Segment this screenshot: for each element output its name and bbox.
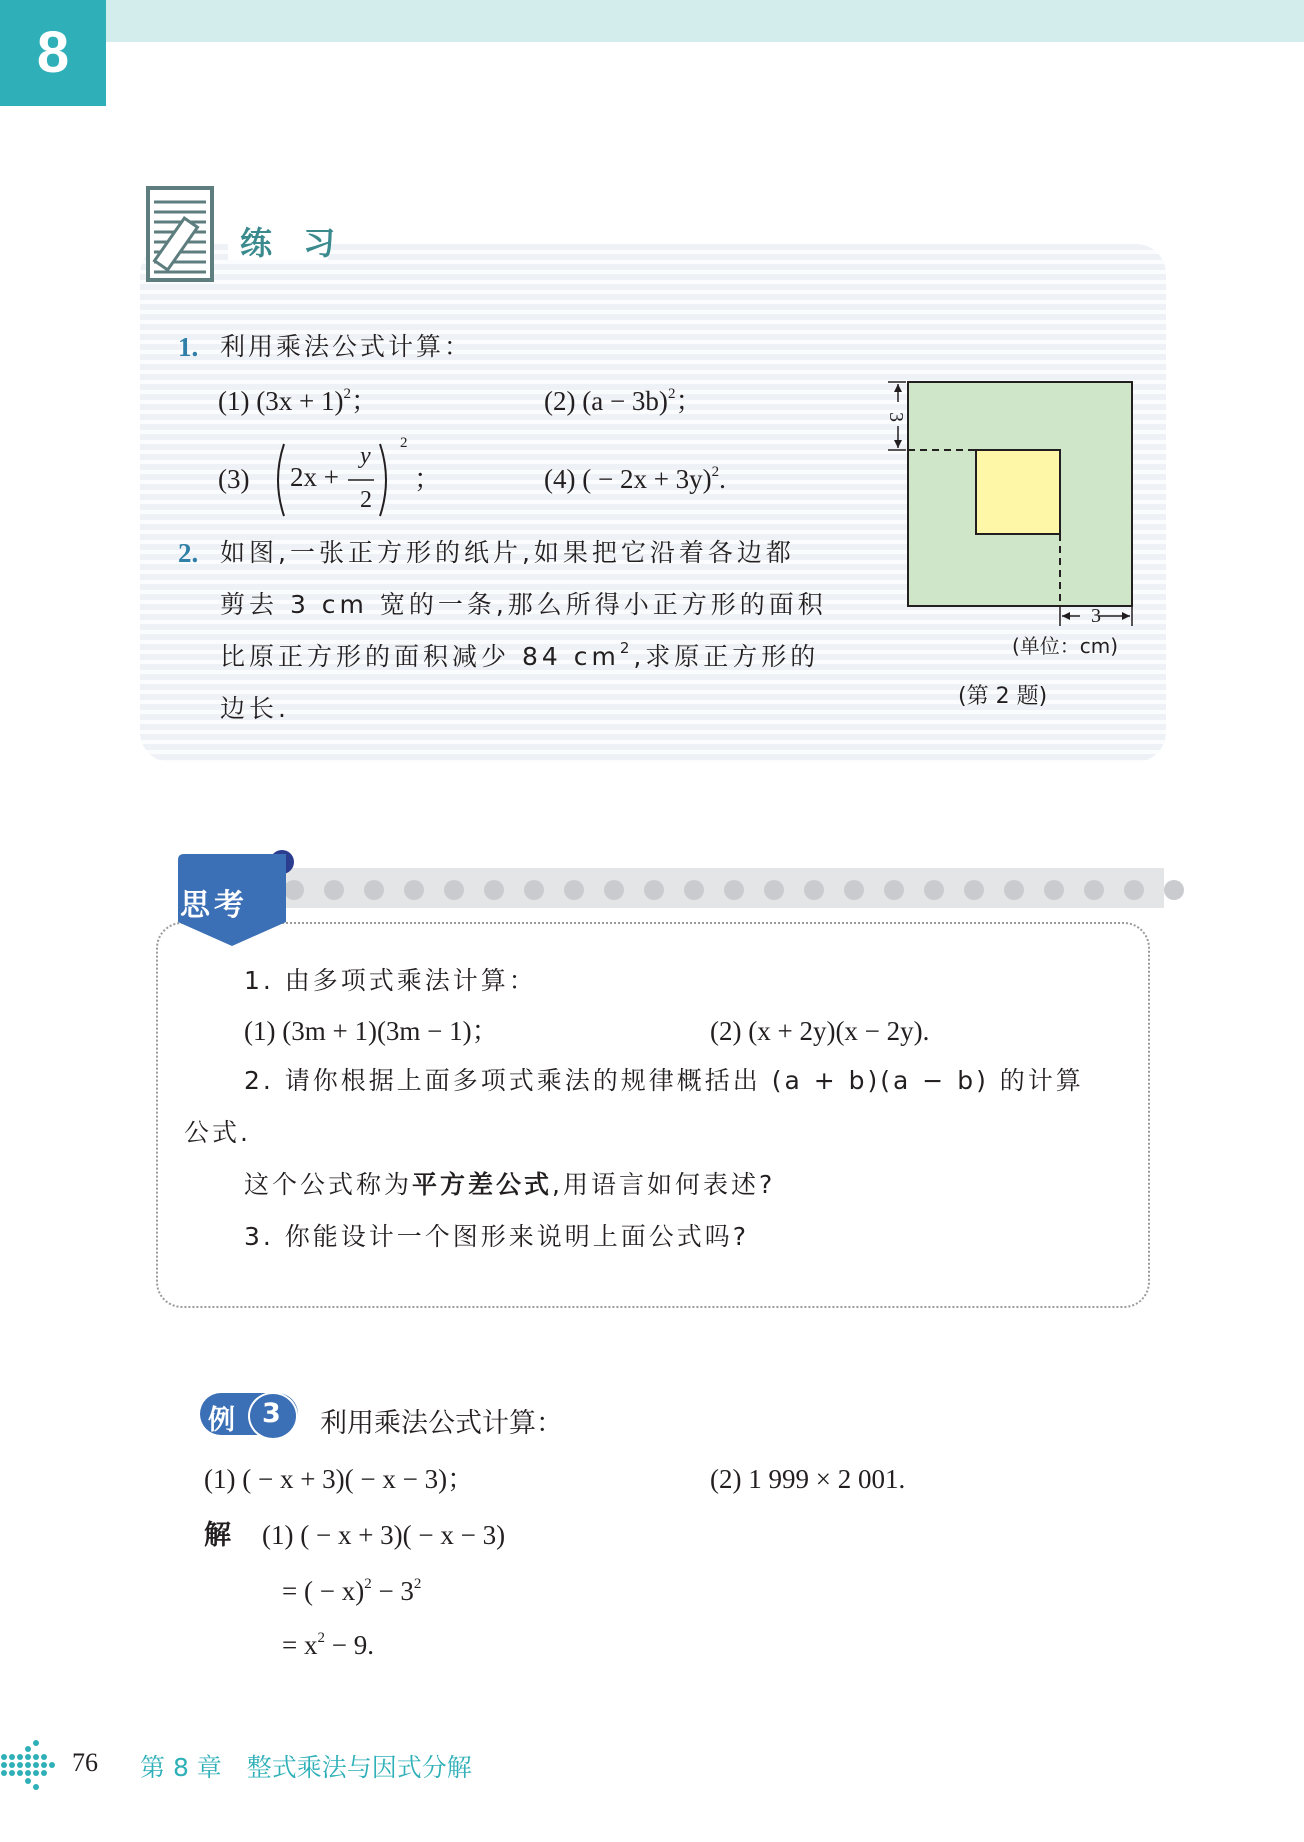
- square-paper-figure: [884, 376, 1144, 656]
- question-line: 边长.: [220, 694, 290, 723]
- think-line: 1. 由多项式乘法计算：: [244, 966, 537, 995]
- think-line: (2) (x + 2y)(x − 2y).: [710, 1016, 930, 1046]
- problem-3-frac-bottom: 2: [360, 487, 372, 513]
- question-line: 如图,一张正方形的纸片,如果把它沿着各边都: [220, 538, 795, 567]
- example-problem-1: (1) ( − x + 3)( − x − 3)；: [204, 1464, 475, 1494]
- problem-2: (2) $(a - 3b)^2$；: [544, 386, 703, 416]
- problem-3-label: (3): [218, 464, 250, 494]
- problem-1: (1) $(3x + 1)^2$；: [218, 386, 378, 416]
- footer-dots-icon: [0, 1740, 60, 1790]
- think-label: 思考: [180, 888, 248, 923]
- solution-label: 解: [204, 1520, 231, 1551]
- problem-3-expr: 2x +: [290, 462, 339, 492]
- problem-3-semicolon: ；: [414, 464, 441, 494]
- page-number: 76: [72, 1748, 98, 1777]
- question-line: 比原正方形的面积减少 84 $cm^2$,求原正方形的: [220, 639, 820, 671]
- chapter-tab: 8: [0, 0, 106, 106]
- example-badge-label: 例: [208, 1405, 235, 1436]
- question-text: 利用乘法公式计算：: [220, 332, 473, 361]
- question-number: 2.: [178, 538, 199, 568]
- dimension-label-bottom: 3: [1091, 605, 1101, 627]
- think-line: 3. 你能设计一个图形来说明上面公式吗?: [244, 1222, 750, 1251]
- think-line: 公式.: [184, 1118, 251, 1147]
- practice-title: 练 习: [240, 224, 346, 262]
- dimension-label-left: 3: [885, 412, 907, 422]
- notebook-pencil-icon: [144, 184, 216, 284]
- think-decorative-dots: [284, 880, 1184, 900]
- footer-chapter-title: 第 8 章 整式乘法与因式分解: [140, 1753, 472, 1782]
- question-line: 剪去 3 cm 宽的一条,那么所得小正方形的面积: [220, 590, 827, 619]
- example-number: 3: [262, 1398, 281, 1429]
- solution-line: (1) ( − x + 3)( − x − 3): [262, 1520, 506, 1550]
- figure-caption: (第 2 题): [958, 684, 1048, 709]
- example-problem-2: (2) 1 999 × 2 001.: [710, 1464, 906, 1494]
- figure-unit: (单位：cm): [1012, 634, 1119, 658]
- problem-3-exponent: 2: [400, 435, 408, 451]
- formula-name: 平方差公式: [412, 1170, 553, 1199]
- solution-line: = $x^2 - 9$.: [282, 1630, 374, 1660]
- problem-3-frac-top: y: [360, 443, 371, 469]
- problem-4: (4) ( − 2x + 3y)$^2$.: [544, 464, 726, 494]
- solution-line: = ( − $x)^2 - 3^2$: [282, 1576, 422, 1606]
- question-number: 1.: [178, 332, 199, 362]
- example-title: 利用乘法公式计算：: [320, 1408, 563, 1439]
- think-line: 2. 请你根据上面多项式乘法的规律概括出 (a + b)(a − b) 的计算: [244, 1066, 1084, 1095]
- think-line: 这个公式称为平方差公式,用语言如何表述?: [244, 1170, 776, 1199]
- think-line: (1) (3m + 1)(3m − 1)；: [244, 1016, 499, 1046]
- top-band: [0, 0, 1304, 42]
